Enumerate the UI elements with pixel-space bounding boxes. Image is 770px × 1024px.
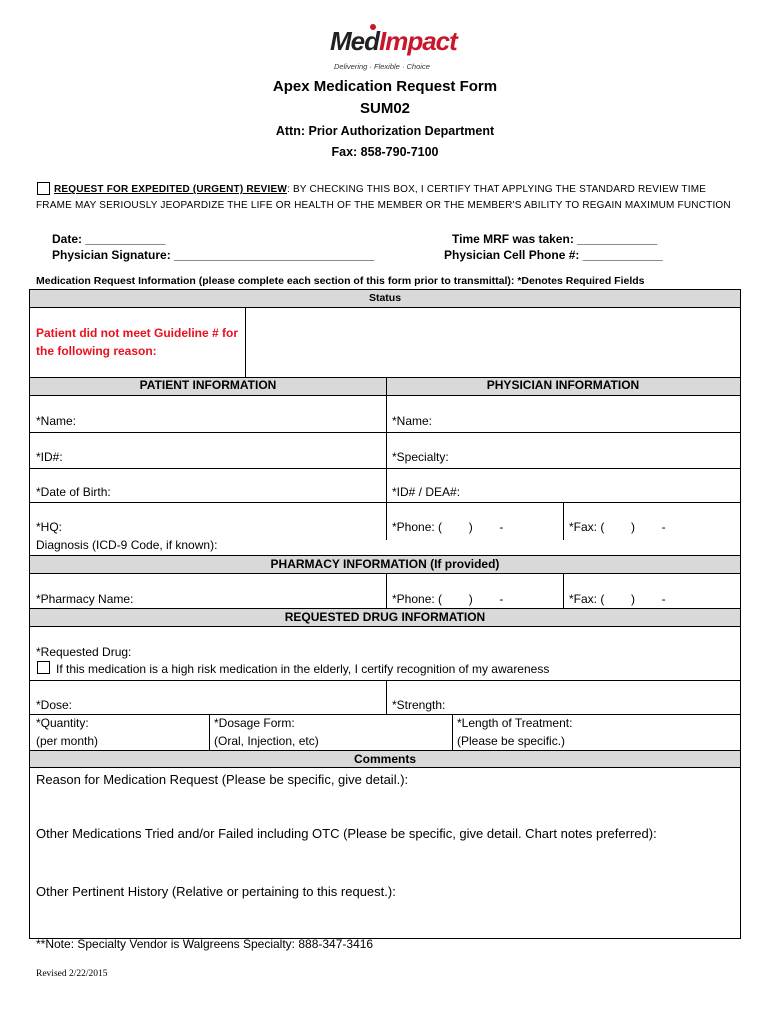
patient-info-header: PATIENT INFORMATION xyxy=(139,378,277,392)
quantity-field[interactable]: *Quantity: xyxy=(36,716,89,730)
pertinent-history-field[interactable]: Other Pertinent History (Relative or pertaining to this request.): xyxy=(36,884,396,899)
quantity-note: (per month) xyxy=(36,734,99,748)
dosage-form-field[interactable]: *Dosage Form: xyxy=(214,716,295,730)
specialty-vendor-note: **Note: Specialty Vendor is Walgreens Specialty: 888-347-3416 xyxy=(36,937,374,951)
logo-brand-left: Med xyxy=(330,26,379,56)
dosage-form-note: (Oral, Injection, etc) xyxy=(214,734,319,748)
form-title: Apex Medication Request Form xyxy=(272,78,498,95)
dose-field[interactable]: *Dose: xyxy=(36,698,73,712)
urgent-review-body: : BY CHECKING THIS BOX, I CERTIFY THAT APPLYING THE STANDARD REVIEW TIME FRAME MAY SERIOUSLY JEOPARDIZE THE LIFE OR HEALTH OF THE MEMBER OR THE MEMBER'S ABILITY TO REGAIN MAXIMUM FUNCTION xyxy=(36,184,731,211)
pharmacy-name-field[interactable]: *Pharmacy Name: xyxy=(36,592,134,606)
pharmacy-phone-field[interactable]: *Phone: ( ) - xyxy=(392,592,504,606)
pharmacy-info-header: PHARMACY INFORMATION (If provided) xyxy=(30,556,740,573)
attn-line: Attn: Prior Authorization Department xyxy=(275,124,495,138)
info-line: Medication Request Information (please complete each section of this form prior to transmittal): *Denotes Required Fields xyxy=(36,275,645,287)
form-code: SUM02 xyxy=(359,100,411,117)
guideline-label: Patient did not meet Guideline # for the following reason: xyxy=(36,326,239,358)
length-of-treatment-note: (Please be specific.) xyxy=(457,734,566,748)
reason-field[interactable]: Reason for Medication Request (Please be specific, give detail.): xyxy=(36,772,409,787)
logo-brand-right: Impact xyxy=(379,26,457,56)
diagnosis-field[interactable]: Diagnosis (ICD-9 Code, if known): xyxy=(36,538,218,552)
date-field[interactable]: Date: ____________ xyxy=(52,232,166,246)
patient-name-field[interactable]: *Name: xyxy=(36,414,77,428)
guideline-reason-field[interactable] xyxy=(246,308,740,377)
physician-cell-field[interactable]: Physician Cell Phone #: ____________ xyxy=(444,248,663,262)
physician-phone-field[interactable]: *Phone: ( ) - xyxy=(392,520,504,534)
physician-dea-field[interactable]: *ID# / DEA#: xyxy=(392,485,461,499)
physician-info-header: PHYSICIAN INFORMATION xyxy=(486,378,640,392)
high-risk-checkbox[interactable] xyxy=(37,661,50,674)
physician-name-field[interactable]: *Name: xyxy=(392,414,433,428)
logo-wordmark xyxy=(330,26,457,57)
physician-fax-field[interactable]: *Fax: ( ) - xyxy=(569,520,666,534)
requested-drug-field[interactable]: *Requested Drug: xyxy=(36,645,132,659)
urgent-review-lead: REQUEST FOR EXPEDITED (URGENT) REVIEW xyxy=(54,184,287,195)
fax-line: Fax: 858-790-7100 xyxy=(331,145,439,159)
physician-specialty-field[interactable]: *Specialty: xyxy=(392,450,449,464)
other-medications-field[interactable]: Other Medications Tried and/or Failed including OTC (Please be specific, give detail. Chart notes preferred): xyxy=(36,826,657,841)
status-header: Status xyxy=(30,290,740,307)
logo-tagline: Delivering · Flexible · Choice xyxy=(334,62,430,71)
high-risk-label: If this medication is a high risk medication in the elderly, I certify recognition of my awareness xyxy=(56,662,550,676)
patient-dob-field[interactable]: *Date of Birth: xyxy=(36,485,111,499)
medimpact-logo xyxy=(330,26,457,76)
length-of-treatment-field[interactable]: *Length of Treatment: xyxy=(457,716,573,730)
urgent-review-text xyxy=(36,182,736,214)
comments-header: Comments xyxy=(30,751,740,767)
strength-field[interactable]: *Strength: xyxy=(392,698,446,712)
pharmacy-fax-field[interactable]: *Fax: ( ) - xyxy=(569,592,666,606)
revised-date: Revised 2/22/2015 xyxy=(36,969,108,979)
patient-hq-field[interactable]: *HQ: xyxy=(36,520,63,534)
mrf-time-field[interactable]: Time MRF was taken: ____________ xyxy=(452,232,658,246)
patient-id-field[interactable]: *ID#: xyxy=(36,450,63,464)
physician-signature-field[interactable]: Physician Signature: ______________________________ xyxy=(52,248,375,262)
drug-info-header: REQUESTED DRUG INFORMATION xyxy=(30,609,740,626)
